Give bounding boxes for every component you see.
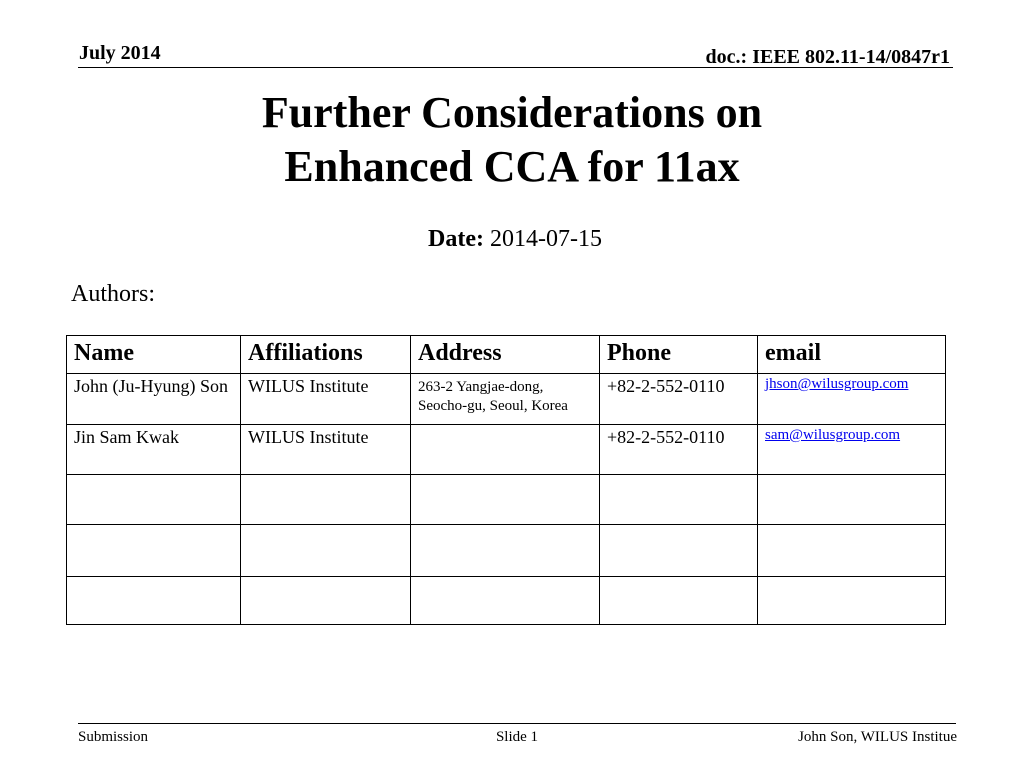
footer-submission: Submission xyxy=(78,729,149,745)
authors-label: Authors: xyxy=(71,281,155,307)
empty-cell xyxy=(758,525,946,577)
address-line-2: Seocho-gu, Seoul, Korea xyxy=(418,398,568,414)
empty-cell xyxy=(600,525,758,577)
author-name: John (Ju-Hyung) Son xyxy=(67,374,241,425)
table-row xyxy=(67,425,946,475)
empty-cell xyxy=(241,525,411,577)
author-email-cell xyxy=(758,425,946,475)
author-email-cell xyxy=(758,374,946,425)
header-divider xyxy=(78,67,953,68)
header-address: Address xyxy=(411,336,600,374)
author-name: Jin Sam Kwak xyxy=(67,425,241,475)
empty-cell xyxy=(758,577,946,625)
header-date: July 2014 xyxy=(79,42,161,64)
slide-title xyxy=(0,86,1024,194)
empty-cell xyxy=(67,577,241,625)
author-affiliation: WILUS Institute xyxy=(241,374,411,425)
slide-title-line-2: Enhanced CCA for 11ax xyxy=(284,142,740,191)
table-header-row xyxy=(67,336,946,374)
author-address xyxy=(411,425,600,475)
table-row-empty xyxy=(67,475,946,525)
authors-table xyxy=(66,335,946,625)
address-line-1: 263-2 Yangjae-dong, xyxy=(418,379,544,395)
empty-cell xyxy=(241,475,411,525)
date-label: Date: xyxy=(428,226,484,252)
author-address xyxy=(411,374,600,425)
empty-cell xyxy=(67,525,241,577)
header-phone: Phone xyxy=(600,336,758,374)
table-row-empty xyxy=(67,525,946,577)
header-doc-id: doc.: IEEE 802.11-14/0847r1 xyxy=(705,46,950,68)
empty-cell xyxy=(411,525,600,577)
header-name: Name xyxy=(67,336,241,374)
empty-cell xyxy=(600,475,758,525)
empty-cell xyxy=(67,475,241,525)
footer-author: John Son, WILUS Institue xyxy=(798,729,957,745)
author-phone: +82-2-552-0110 xyxy=(600,374,758,425)
footer-divider xyxy=(78,723,956,724)
empty-cell xyxy=(411,475,600,525)
table-row-empty xyxy=(67,577,946,625)
table-row xyxy=(67,374,946,425)
date-value: 2014-07-15 xyxy=(489,226,602,252)
empty-cell xyxy=(758,475,946,525)
author-phone: +82-2-552-0110 xyxy=(600,425,758,475)
footer-slide-number: Slide 1 xyxy=(495,729,539,745)
author-email-link[interactable]: jhson@wilusgroup.com xyxy=(765,376,909,392)
author-email-link[interactable]: sam@wilusgroup.com xyxy=(765,427,901,443)
date-line xyxy=(0,226,1024,253)
empty-cell xyxy=(411,577,600,625)
slide-title-line-1: Further Considerations on xyxy=(261,88,763,137)
header-email: email xyxy=(758,336,946,374)
empty-cell xyxy=(241,577,411,625)
author-affiliation: WILUS Institute xyxy=(241,425,411,475)
empty-cell xyxy=(600,577,758,625)
header-affiliations: Affiliations xyxy=(241,336,411,374)
